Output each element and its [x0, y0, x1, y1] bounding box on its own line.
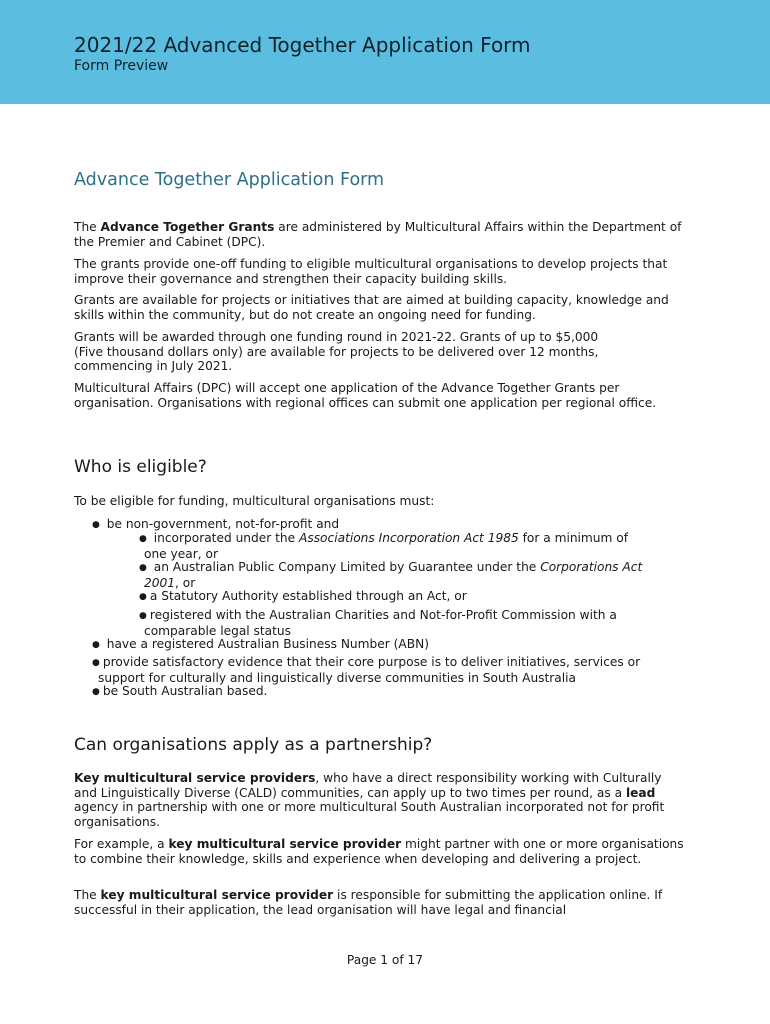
partnership-example-paragraph: For example, a key multicultural service provider might partner with one or more organisations to combine their knowledge, skills and experience when developing and delivering a project. [74, 837, 684, 866]
intro-paragraph: The Advance Together Grants are administered by Multicultural Affairs within the Department of the Premier and Cabinet (DPC). [74, 220, 682, 249]
availability-paragraph: Grants are available for projects or initiatives that are aimed at building capacity, knowledge and skills within the community, but do not create an ongoing need for funding. [74, 293, 669, 322]
list-item: ● registered with the Australian Charities and Not-for-Profit Commission with a comparable legal status [139, 608, 617, 638]
funding-round-paragraph: Grants will be awarded through one funding round in 2021-22. Grants of up to $5,000 (Five thousand dollars only) are available for projects to be delivered over 12 months, commencing in July 2021. [74, 330, 599, 374]
eligibility-intro: To be eligible for funding, multicultural organisations must: [74, 494, 435, 508]
section-heading-application-form: Advance Together Application Form [74, 170, 385, 190]
list-item: ● have a registered Australian Business Number (ABN) [92, 637, 429, 651]
form-subtitle: Form Preview [74, 58, 169, 74]
funding-paragraph: The grants provide one-off funding to eligible multicultural organisations to develop projects that improve their governance and strengthen their capacity building skills. [74, 257, 668, 286]
section-heading-eligibility: Who is eligible? [74, 457, 207, 477]
list-item: ● provide satisfactory evidence that their core purpose is to deliver initiatives, services or support for culturally and linguistically diverse communities in South Australia [92, 655, 641, 685]
list-item: ● be non-government, not-for-profit and [92, 517, 340, 531]
section-heading-partnership: Can organisations apply as a partnership? [74, 735, 433, 755]
application-limit-paragraph: Multicultural Affairs (DPC) will accept one application of the Advance Together Grants per organisation. Organisations with regional offices can submit one application per regional office. [74, 381, 657, 410]
form-title: 2021/22 Advanced Together Application Form [74, 33, 531, 57]
grants-name-bold: Advance Together Grants [100, 220, 275, 234]
partnership-paragraph: Key multicultural service providers, who have a direct responsibility working with Culturally and Linguistically Diverse (CALD) communities, can apply up to two times per round, as a lead agency in partnership with one or more multicultural South Australian incorporated not for profit organisations. [74, 771, 665, 829]
list-item: ● a Statutory Authority established through an Act, or [139, 589, 467, 603]
list-item: ● an Australian Public Company Limited by Guarantee under the Corporations Act 2001, or [139, 560, 643, 590]
list-item: ● be South Australian based. [92, 684, 268, 698]
header-banner [0, 0, 770, 104]
list-item: ● incorporated under the Associations Incorporation Act 1985 for a minimum of one year, or [139, 531, 629, 561]
lead-organisation-paragraph: The key multicultural service provider is responsible for submitting the application online. If successful in their application, the lead organisation will have legal and financial [74, 888, 663, 917]
page-number: Page 1 of 17 [346, 953, 424, 967]
